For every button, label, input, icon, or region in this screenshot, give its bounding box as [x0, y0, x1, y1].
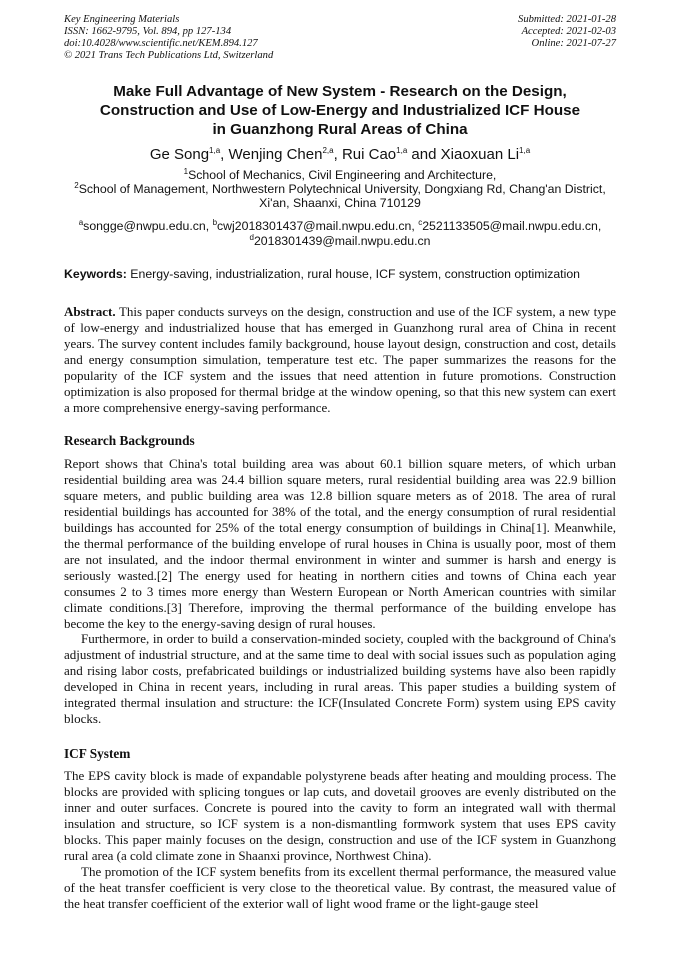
abstract-text: This paper conducts surveys on the design, construction and use of the ICF system, a new type of low-energy and industrialized house that has emerged in Guanzhong rural area of China in recent years. The survey content includes family background, house layout design, construction and cost, details and energy consumption simulation, temperature test etc. The paper summarizes the reasons for the popularity of the ICF system and the issues that need attention in future promotions. Construction optimization is also proposed for thermal bridge at the window opening, so that this new system can exert a more comprehensive energy-saving performance.: [64, 304, 616, 415]
publication-dates: [518, 14, 616, 50]
abstract-label: Abstract.: [64, 304, 116, 319]
author-list: [64, 146, 616, 164]
title-line: Construction and Use of Low-Energy and Industrialized ICF House: [99, 102, 581, 119]
keywords-text: Energy-saving, industrialization, rural house, ICF system, construction optimization: [126, 267, 581, 281]
paragraph: Furthermore, in order to build a conservation-minded society, coupled with the background of China's adjustment of industrial structure, and at the same time to deal with social issues such as population aging and rising labor costs, prefabricated buildings or industrialized building systems have also been rapidly developed in China in recent years, including in rural areas. This paper studies a building system of integrated thermal insulation and structure: the ICF(Insulated Concrete Form) system using EPS cavity blocks.: [64, 631, 616, 727]
author-superscript: 1,a: [396, 146, 408, 155]
paragraph: Report shows that China's total building area was about 60.1 billion square meters, of which urban residential building area was 24.4 billion square meters, rural residential building area was 22.9 billion square meters, and public building area was 12.8 billion square meters as of 2018. The area of rural residential buildings has accounted for 38% of the total, and the energy consumption of rural residential buildings has accounted for 25% of the total energy consumption of buildings in China[1]. Meanwhile, the thermal performance of the building envelope of rural houses in China is usually poor, most of them are not insulated, and the indoor thermal environment in winter and summer is harsh and energy is seriously wasted.[2] The energy used for heating in northern cities and towns of China each year consumes 2 to 3 times more energy than Western European or North American countries with similar climate conditions.[3] Therefore, improving the thermal performance of the building envelope has become the key to the energy-saving design of rural houses.: [64, 456, 616, 631]
keywords: [64, 267, 616, 282]
journal-info: [64, 14, 273, 62]
email-superscript: c: [418, 217, 423, 227]
author-name: Wenjing Chen: [228, 146, 323, 163]
author-name: Ge Song: [149, 146, 210, 163]
affiliation-superscript: 1: [183, 166, 189, 176]
section-body: [64, 768, 616, 912]
journal-name: Key Engineering Materials: [64, 14, 180, 25]
author-name: Rui Cao: [341, 146, 397, 163]
affiliation-text: School of Mechanics, Civil Engineering and Architecture,: [188, 168, 497, 182]
issn-volume: ISSN: 1662-9795, Vol. 894, pp 127-134: [64, 26, 232, 37]
affiliation-text: School of Management, Northwestern Polytechnical University, Dongxiang Rd, Chang'an District,: [78, 182, 606, 196]
doi: doi:10.4028/www.scientific.net/KEM.894.127: [64, 38, 258, 49]
accepted-date: Accepted: 2021-02-03: [521, 26, 616, 37]
email-superscript: b: [212, 217, 218, 227]
email-address[interactable]: cwj2018301437@mail.nwpu.edu.cn,: [217, 219, 419, 233]
author-separator: ,: [333, 146, 342, 163]
email-address[interactable]: 2521133505@mail.nwpu.edu.cn,: [422, 219, 602, 233]
title-line: in Guanzhong Rural Areas of China: [212, 121, 468, 138]
online-date: Online: 2021-07-27: [531, 38, 616, 49]
email-superscript: d: [249, 232, 254, 242]
affiliation-2: [64, 182, 616, 197]
section-body: [64, 456, 616, 727]
paragraph: The EPS cavity block is made of expandable polystyrene beads after heating and moulding process. The blocks are provided with splicing tongues or lap cuts, and dovetail grooves are evenly distributed on the inner and outer surfaces. Concrete is poured into the cavity to form an integrated wall with thermal insulation and structure, so ICF system is a non-dismantling formwork system that uses EPS cavity blocks. This paper mainly focuses on the design, construction and use of the ICF system in Guanzhong rural area (a cold climate zone in Shaanxi province, Northwest China).: [64, 768, 616, 863]
affiliation-2-address: Xi'an, Shaanxi, China 710129: [259, 196, 421, 210]
section-heading: Research Backgrounds: [64, 433, 195, 448]
keywords-label: Keywords:: [64, 267, 127, 281]
section-heading: ICF System: [64, 746, 131, 761]
author-emails: [64, 219, 616, 249]
title-line: Make Full Advantage of New System - Research on the Design,: [113, 83, 567, 100]
submitted-date: Submitted: 2021-01-28: [518, 14, 616, 25]
paper-title: [64, 82, 616, 139]
email-address[interactable]: 2018301439@mail.nwpu.edu.cn: [253, 234, 431, 248]
affiliation-superscript: 2: [74, 180, 79, 190]
author-separator: and: [407, 146, 441, 163]
abstract: [64, 304, 616, 416]
email-superscript: a: [78, 217, 84, 227]
author-superscript: 2,a: [322, 146, 334, 155]
author-superscript: 1,a: [209, 146, 221, 155]
paragraph: The promotion of the ICF system benefits from its excellent thermal performance, the measured value of the heat transfer coefficient is very close to the theoretical value. By contrast, the measured value of the heat transfer coefficient of the exterior wall of light wood frame or the light-gauge steel: [64, 863, 616, 911]
affiliation-1: [64, 168, 616, 183]
author-name: Xiaoxuan Li: [440, 146, 520, 163]
author-separator: ,: [220, 146, 229, 163]
email-address[interactable]: songge@nwpu.edu.cn,: [83, 219, 213, 233]
author-superscript: 1,a: [519, 146, 531, 155]
copyright: © 2021 Trans Tech Publications Ltd, Switzerland: [64, 50, 274, 61]
